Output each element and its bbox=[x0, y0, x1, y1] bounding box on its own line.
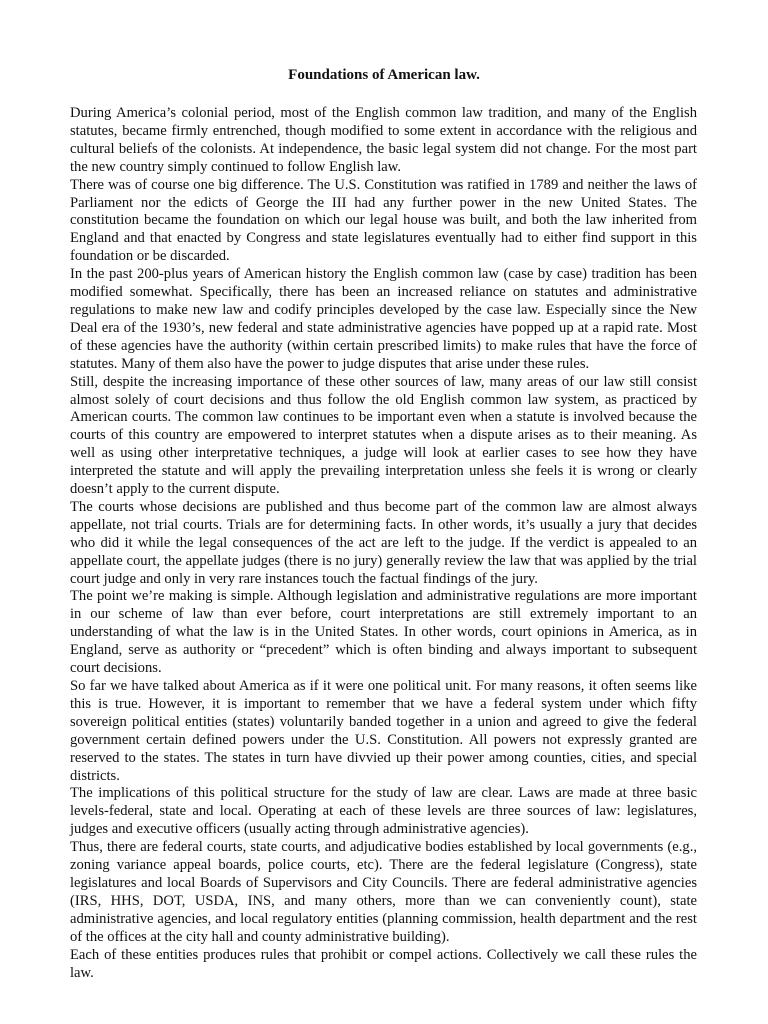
paragraph-rules-the-law: Each of these entities produces rules that prohibit or compel actions. Collectively we call these rules the law. bbox=[70, 946, 697, 981]
paragraph-common-law-modified: In the past 200-plus years of American history the English common law (case by case) tradition has been modified somewhat. Specifically, there has been an increased reliance on statutes and administrative regulations to make new law and codify principles developed by the case law. Especially since the New Deal era of the 1930’s, new federal and state administrative agencies have popped up at a rapid rate. Most of these agencies have the authority (within certain prescribed limits) to make rules that have the force of statutes. Many of them also have the power to judge disputes that arise under these rules. bbox=[70, 266, 697, 372]
paragraph-colonial-period: During America’s colonial period, most of the English common law tradition, and many of the English statutes, became firmly entrenched, though modified to some extent in accordance with the religious and cultural beliefs of the colonists. At independence, the basic legal system did not change. For the most part the new country simply continued to follow English law. bbox=[70, 105, 697, 175]
paragraph-constitution: There was of course one big difference. The U.S. Constitution was ratified in 1789 and neither the laws of Parliament nor the edicts of George the III had any further power in the new United States. The constitution became the foundation on which our legal house was built, and both the law inherited from England and that enacted by Congress and state legislatures eventually had to either find support in this foundation or be discarded. bbox=[70, 176, 697, 265]
paragraph-courts-and-agencies: Thus, there are federal courts, state courts, and adjudicative bodies established by local governments (e.g., zoning variance appeal boards, police courts, etc). There are the federal legislature (Congress), state legislatures and local Boards of Supervisors and City Councils. There are federal administrative agencies (IRS, HHS, DOT, USDA, INS, and many others, more than we can conveniently count), state administrative agencies, and local regulatory entities (planning commission, health department and the rest of the offices at the city hall and county administrative building). bbox=[70, 839, 697, 945]
paragraph-political-structure: The implications of this political structure for the study of law are clear. Laws are made at three basic levels-federal, state and local. Operating at each of these levels are three sources of law: legislatures, judges and executive officers (usually acting through administrative agencies). bbox=[70, 785, 697, 838]
paragraph-appellate-courts: The courts whose decisions are published and thus become part of the common law are almost always appellate, not trial courts. Trials are for determining facts. In other words, it’s usually a jury that decides who did it while the legal consequences of the act are left to the judge. If the verdict is appealed to an appellate court, the appellate judges (there is no jury) generally review the law that was applied by the trial court judge and only in very rare instances touch the factual findings of the jury. bbox=[70, 498, 697, 587]
document-title: Foundations of American law. bbox=[288, 67, 480, 83]
paragraph-federal-system: So far we have talked about America as if it were one political unit. For many reasons, it often seems like this is true. However, it is important to remember that we have a federal system under which fifty sovereign political entities (states) voluntarily banded together in a union and agreed to give the federal government certain defined powers under the U.S. Constitution. All powers not expressly granted are reserved to the states. The states in turn have divvied up their power among counties, cities, and special districts. bbox=[70, 678, 697, 784]
paragraph-court-decisions: Still, despite the increasing importance of these other sources of law, many areas of our law still consist almost solely of court decisions and thus follow the old English common law system, as practiced by American courts. The common law continues to be important even when a statute is involved because the courts of this country are empowered to interpret statutes when a dispute arises as to their meaning. As well as using other interpretative techniques, a judge will look at earlier cases to see how they have interpreted the statute and will apply the prevailing interpretation unless she feels it is wrong or clearly doesn’t apply to the current dispute. bbox=[70, 373, 697, 498]
document-body bbox=[70, 105, 697, 982]
paragraph-precedent: The point we’re making is simple. Although legislation and administrative regulations are more important in our scheme of law than ever before, court interpretations are still extremely important to an understanding of what the law is in the United States. In other words, court opinions in America, as in England, serve as authority or “precedent” which is often binding and always important to subsequent court decisions. bbox=[70, 588, 697, 677]
